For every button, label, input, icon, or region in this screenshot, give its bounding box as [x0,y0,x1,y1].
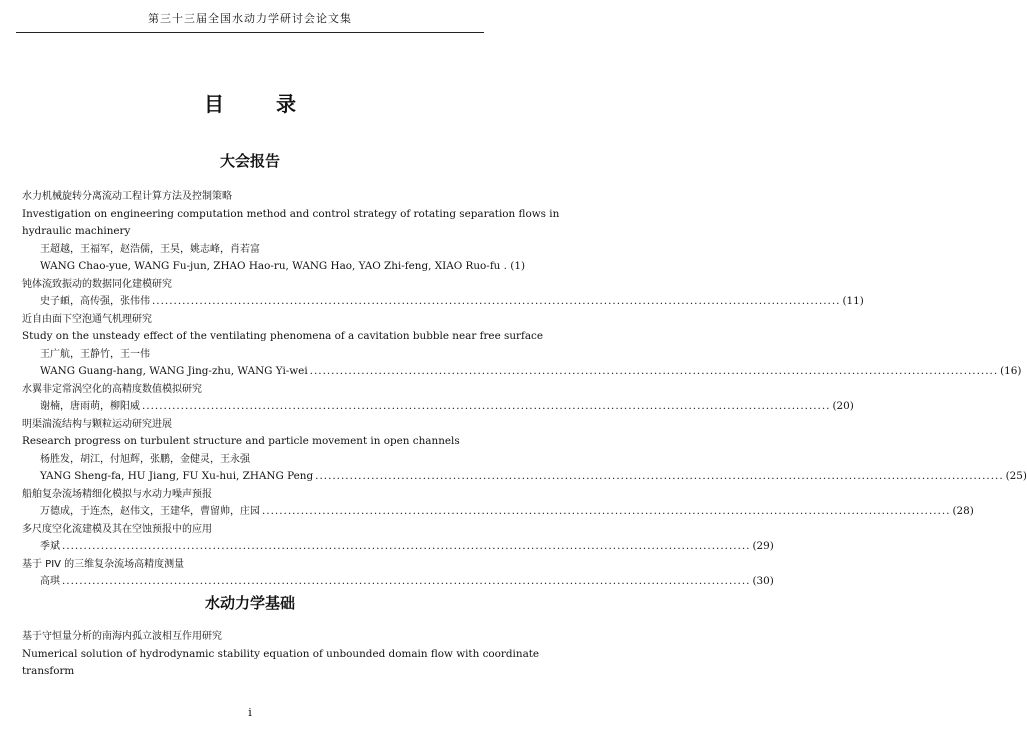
entry-zh-title: 多尺度空化流建模及其在空蚀预报中的应用 [22,523,212,535]
entry-authors-zh: 高琪 [40,576,60,587]
entry-authors-line [22,293,864,311]
toc-title: 目录 [204,92,348,116]
entry-authors-line [22,398,854,416]
entry-authors-zh: 史子頔，高传强，张伟伟 [40,296,150,307]
entry-page: (16) [1000,365,1022,377]
entry-zh-title: 基于 PIV 的三维复杂流场高精度测量 [22,558,185,570]
entry-authors-en-line [22,363,1022,381]
entry-leader [262,503,950,521]
entry-zh-title: 船舶复杂流场精细化模拟与水动力噪声预报 [22,488,212,500]
entry-zh-title: 水翼非定常涡空化的高精度数值模拟研究 [22,383,202,395]
toc-section-plenary [22,188,1027,591]
entry-page: (11) [842,295,864,307]
entry-authors-zh: 王超越，王福军，赵浩儒，王昊，姚志峰，肖若富 [40,243,260,255]
entry-en-title: Numerical solution of hydrodynamic stability equation of unbounded domain flow with coordinate [22,647,540,660]
entry-authors-line [22,573,774,591]
toc-section-fundamentals [22,628,540,681]
entry-leader [310,363,998,381]
entry-page: (25) [1005,470,1027,482]
section-title-plenary: 大会报告 [219,152,280,170]
entry-page: (20) [832,400,854,412]
page-number: i [248,706,252,719]
entry-authors-line [22,538,774,556]
entry-authors-en-line [22,258,525,276]
entry-authors-zh: 杨胜发，胡江，付旭辉，张鹏，金健灵，王永强 [40,453,250,465]
header-rule [16,32,484,33]
entry-authors-line [22,503,974,521]
entry-authors-en-line [22,468,1027,486]
entry-leader: . [500,260,511,272]
entry-leader [315,468,1003,486]
entry-leader [152,293,840,311]
entry-page: (29) [752,540,774,552]
entry-authors-en: YANG Sheng-fa, HU Jiang, FU Xu-hui, ZHANG Peng [40,470,314,482]
entry-en-title: Investigation on engineering computation method and control strategy of rotating separation flows in [22,207,560,220]
entry-authors-en: WANG Chao-yue, WANG Fu-jun, ZHAO Hao-ru, WANG Hao, YAO Zhi-feng, XIAO Ruo-fu [40,260,501,272]
entry-leader [62,573,750,591]
entry-leader [62,538,750,556]
entry-authors-zh: 王广航，王静竹，王一伟 [40,348,150,360]
section-title-fundamentals: 水动力学基础 [204,594,295,612]
entry-authors-zh: 万德成，于连杰，赵伟文，王建华，曹留帅，庄园 [40,506,260,517]
entry-zh-title: 基于守恒量分析的南海内孤立波相互作用研究 [22,631,222,642]
entry-en-title: Study on the unsteady effect of the ventilating phenomena of a cavitation bubble near free surface [22,330,544,342]
entry-page: (1) [510,260,525,272]
entry-page: (30) [752,575,774,587]
entry-en-title-continued: hydraulic machinery [22,225,131,237]
entry-en-title: Research progress on turbulent structure and particle movement in open channels [22,435,460,447]
running-header: 第三十三届全国水动力学研讨会论文集 [148,12,352,25]
entry-page: (28) [952,505,974,517]
entry-en-title-continued: transform [22,665,75,677]
entry-zh-title: 水力机械旋转分离流动工程计算方法及控制策略 [22,191,232,202]
entry-authors-zh: 谢楠，唐雨萌，柳阳威 [40,401,140,412]
entry-authors-en: WANG Guang-hang, WANG Jing-zhu, WANG Yi-wei [40,365,308,377]
entry-authors-zh: 季斌 [40,541,60,552]
entry-zh-title: 钝体流致振动的数据同化建模研究 [22,278,172,290]
entry-leader [142,398,830,416]
entry-zh-title: 近自由面下空泡通气机理研究 [22,313,152,325]
entry-zh-title: 明渠湍流结构与颗粒运动研究进展 [22,418,172,430]
